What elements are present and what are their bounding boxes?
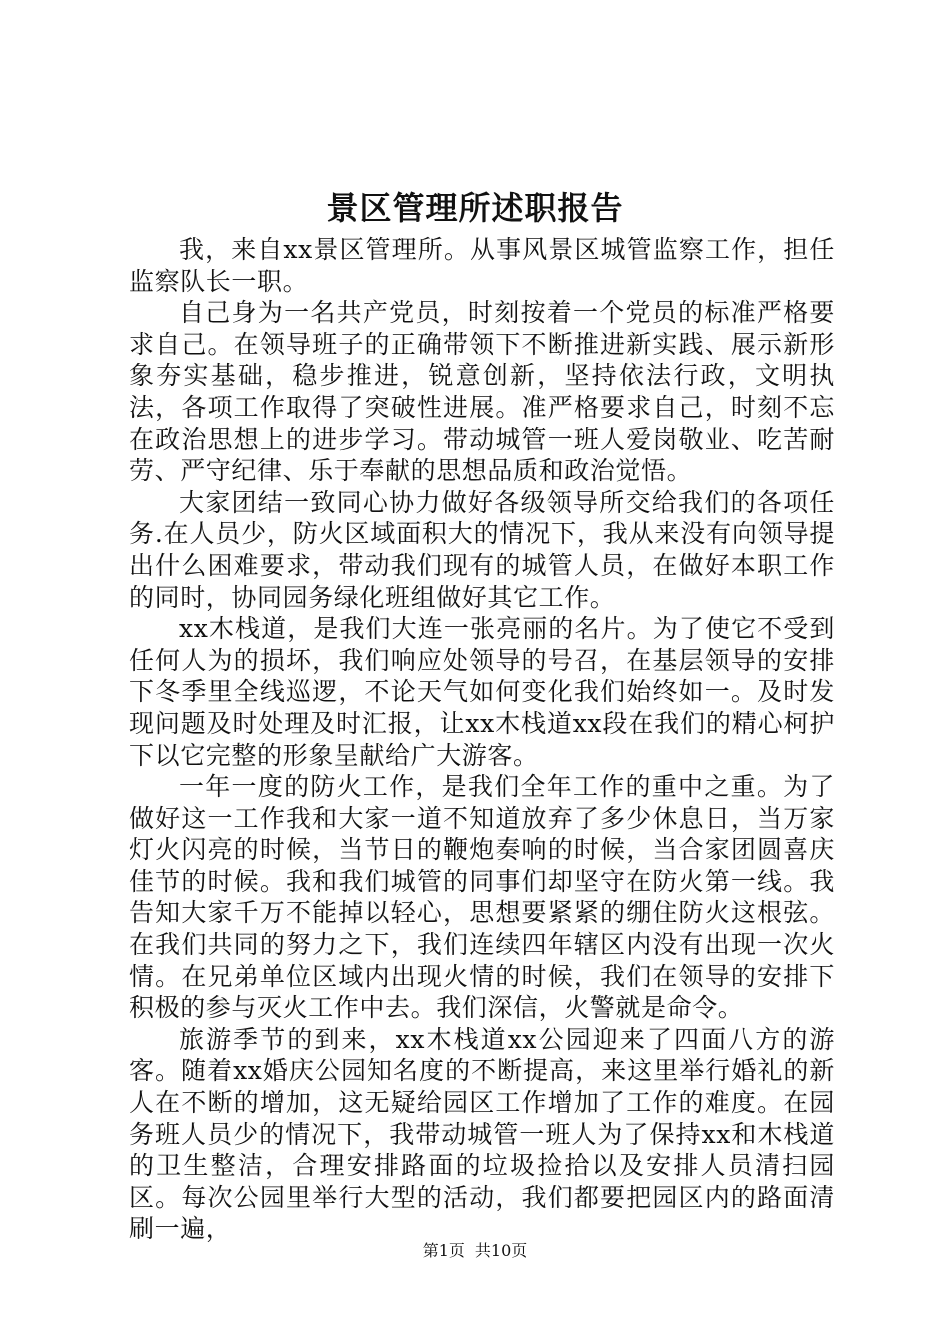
paragraph: 我，来自xx景区管理所。从事风景区城管监察工作，担任监察队长一职。 <box>129 235 835 296</box>
page-number: 第1页 <box>422 1241 465 1260</box>
paragraph: 大家团结一致同心协力做好各级领导所交给我们的各项任务.在人员少，防火区域面积大的情况下，我从来没有向领导提出什么困难要求，带动我们现有的城管人员，在做好本职工作的同时，协同园务绿化班组做好其它工作。 <box>129 487 835 612</box>
paragraph: xx木栈道，是我们大连一张亮丽的名片。为了使它不受到任何人为的损坏，我们响应处领导的号召，在基层领导的安排下冬季里全线巡逻，不论天气如何变化我们始终如一。及时发现问题及时处理及时汇报，让xx木栈道xx段在我们的精心柯护下以它完整的形象呈献给广大游客。 <box>129 614 835 770</box>
page-footer <box>0 1240 950 1262</box>
document-body <box>129 234 835 1245</box>
paragraph: 一年一度的防火工作，是我们全年工作的重中之重。为了做好这一工作我和大家一道不知道放弃了多少休息日，当万家灯火闪亮的时候，当节日的鞭炮奏响的时候，当合家团圆喜庆佳节的时候。我和我们城管的同事们却坚守在防火第一线。我告知大家千万不能掉以轻心，思想要紧紧的绷住防火这根弦。在我们共同的努力之下，我们连续四年辖区内没有出现一次火情。在兄弟单位区域内出现火情的时候，我们在领导的安排下积极的参与灭火工作中去。我们深信，火警就是命令。 <box>129 772 835 1023</box>
paragraph: 旅游季节的到来，xx木栈道xx公园迎来了四面八方的游客。随着xx婚庆公园知名度的不断提高，来这里举行婚礼的新人在不断的增加，这无疑给园区工作增加了工作的难度。在园务班人员少的情况下，我带动城管一班人为了保持xx和木栈道的卫生整洁，合理安排路面的垃圾捡拾以及安排人员清扫园区。每次公园里举行大型的活动，我们都要把园区内的路面清刷一遍， <box>129 1024 835 1244</box>
document-title: 景区管理所述职报告 <box>326 189 624 227</box>
paragraph: 自己身为一名共产党员，时刻按着一个党员的标准严格要求自己。在领导班子的正确带领下不断推进新实践、展示新形象夯实基础，稳步推进，锐意创新，坚持依法行政，文明执法，各项工作取得了突破性进展。准严格要求自己，时刻不忘在政治思想上的进步学习。带动城管一班人爱岗敬业、吃苦耐劳、严守纪律、乐于奉献的思想品质和政治觉悟。 <box>129 298 835 486</box>
page-total: 共10页 <box>474 1241 528 1260</box>
